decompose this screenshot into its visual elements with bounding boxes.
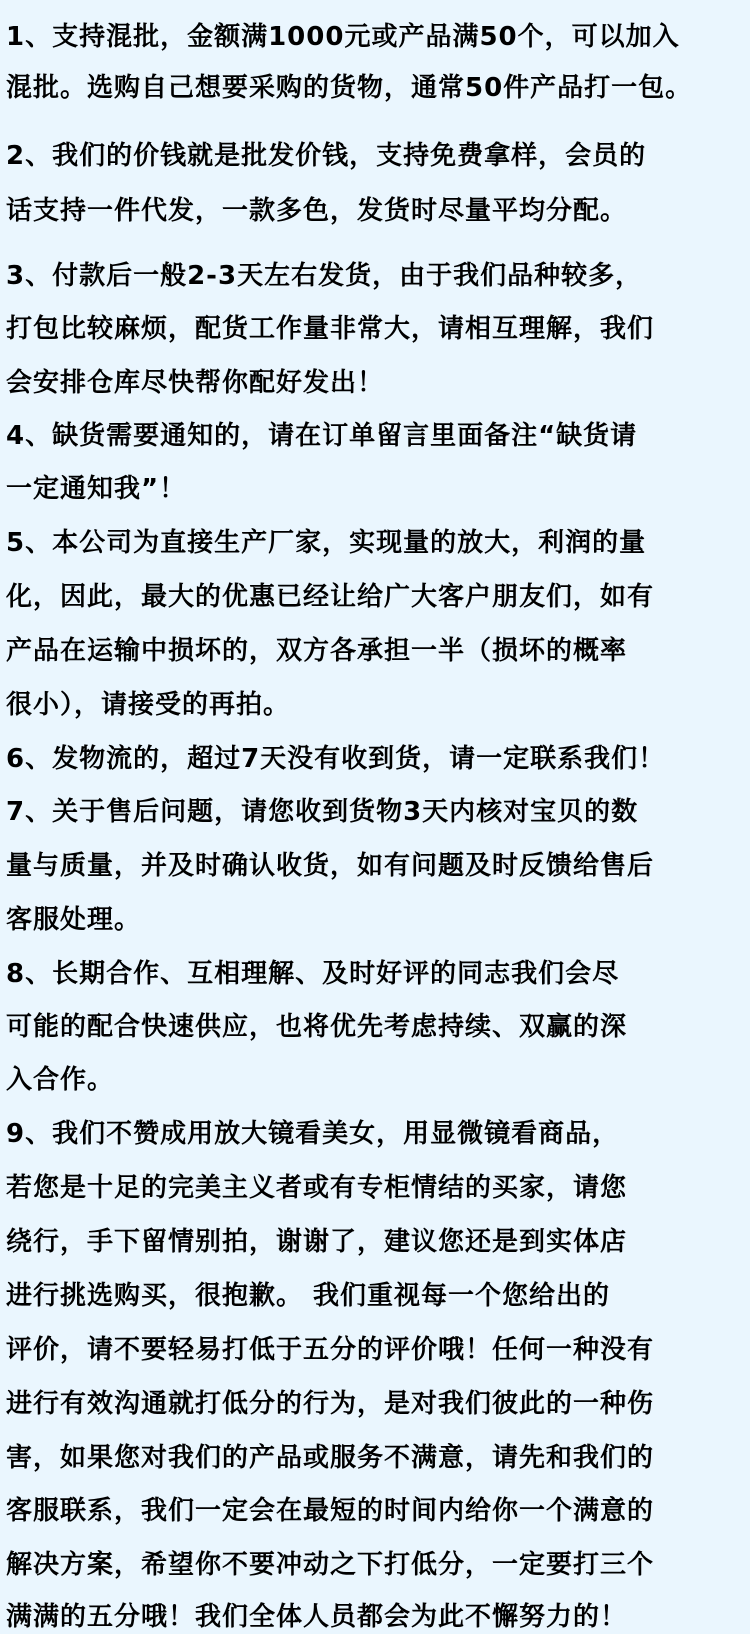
- notice-line-5: 3、付款后一般2-3天左右发货，由于我们品种较多，: [6, 261, 643, 291]
- notice-line-8: 4、缺货需要通知的，请在订单留言里面备注“缺货请: [6, 421, 638, 451]
- notice-line-3: 2、我们的价钱就是批发价钱，支持免费拿样，会员的: [6, 141, 647, 171]
- notice-line-27: 害，如果您对我们的产品或服务不满意，请先和我们的: [6, 1443, 655, 1473]
- notice-line-7: 会安排仓库尽快帮你配好发出！: [6, 368, 385, 398]
- notice-line-11: 化，因此，最大的优惠已经让给广大客户朋友们，如有: [6, 582, 655, 612]
- notice-line-16: 量与质量，并及时确认收货，如有问题及时反馈给售后: [6, 851, 655, 881]
- notice-line-1: 1、支持混批，金额满1000元或产品满50个，可以加入: [6, 22, 680, 52]
- notice-line-28: 客服联系，我们一定会在最短的时间内给你一个满意的: [6, 1496, 655, 1526]
- notice-line-30: 满满的五分哦！我们全体人员都会为此不懈努力的！: [6, 1602, 628, 1632]
- notice-line-4: 话支持一件代发，一款多色，发货时尽量平均分配。: [6, 196, 628, 226]
- notice-line-26: 进行有效沟通就打低分的行为，是对我们彼此的一种伤: [6, 1389, 655, 1419]
- notice-line-21: 9、我们不赞成用放大镜看美女，用显微镜看商品，: [6, 1119, 620, 1149]
- notice-line-29: 解决方案，希望你不要冲动之下打低分，一定要打三个: [6, 1550, 655, 1580]
- notice-line-9: 一定通知我”！: [6, 474, 187, 504]
- notice-line-13: 很小），请接受的再拍。: [6, 690, 291, 720]
- notice-line-2: 混批。选购自己想要采购的货物，通常50件产品打一包。: [6, 73, 693, 103]
- notice-line-22: 若您是十足的完美主义者或有专柜情结的买家，请您: [6, 1173, 628, 1203]
- notice-line-12: 产品在运输中损坏的，双方各承担一半（损坏的概率: [6, 636, 628, 666]
- notice-line-23: 绕行，手下留情别拍，谢谢了，建议您还是到实体店: [6, 1227, 628, 1257]
- notice-line-19: 可能的配合快速供应，也将优先考虑持续、双赢的深: [6, 1012, 628, 1042]
- notice-line-24: 进行挑选购买，很抱歉。 我们重视每一个您给出的: [6, 1281, 611, 1311]
- notice-line-20: 入合作。: [6, 1065, 115, 1095]
- notice-line-25: 评价，请不要轻易打低于五分的评价哦！任何一种没有: [6, 1335, 655, 1365]
- notice-line-18: 8、长期合作、互相理解、及时好评的同志我们会尽: [6, 959, 620, 989]
- notice-line-15: 7、关于售后问题，请您收到货物3天内核对宝贝的数: [6, 797, 639, 827]
- notice-line-17: 客服处理。: [6, 905, 142, 935]
- notice-line-14: 6、发物流的，超过7天没有收到货，请一定联系我们！: [6, 744, 666, 774]
- notice-line-10: 5、本公司为直接生产厂家，实现量的放大，利润的量: [6, 528, 647, 558]
- notice-line-6: 打包比较麻烦，配货工作量非常大，请相互理解，我们: [6, 314, 655, 344]
